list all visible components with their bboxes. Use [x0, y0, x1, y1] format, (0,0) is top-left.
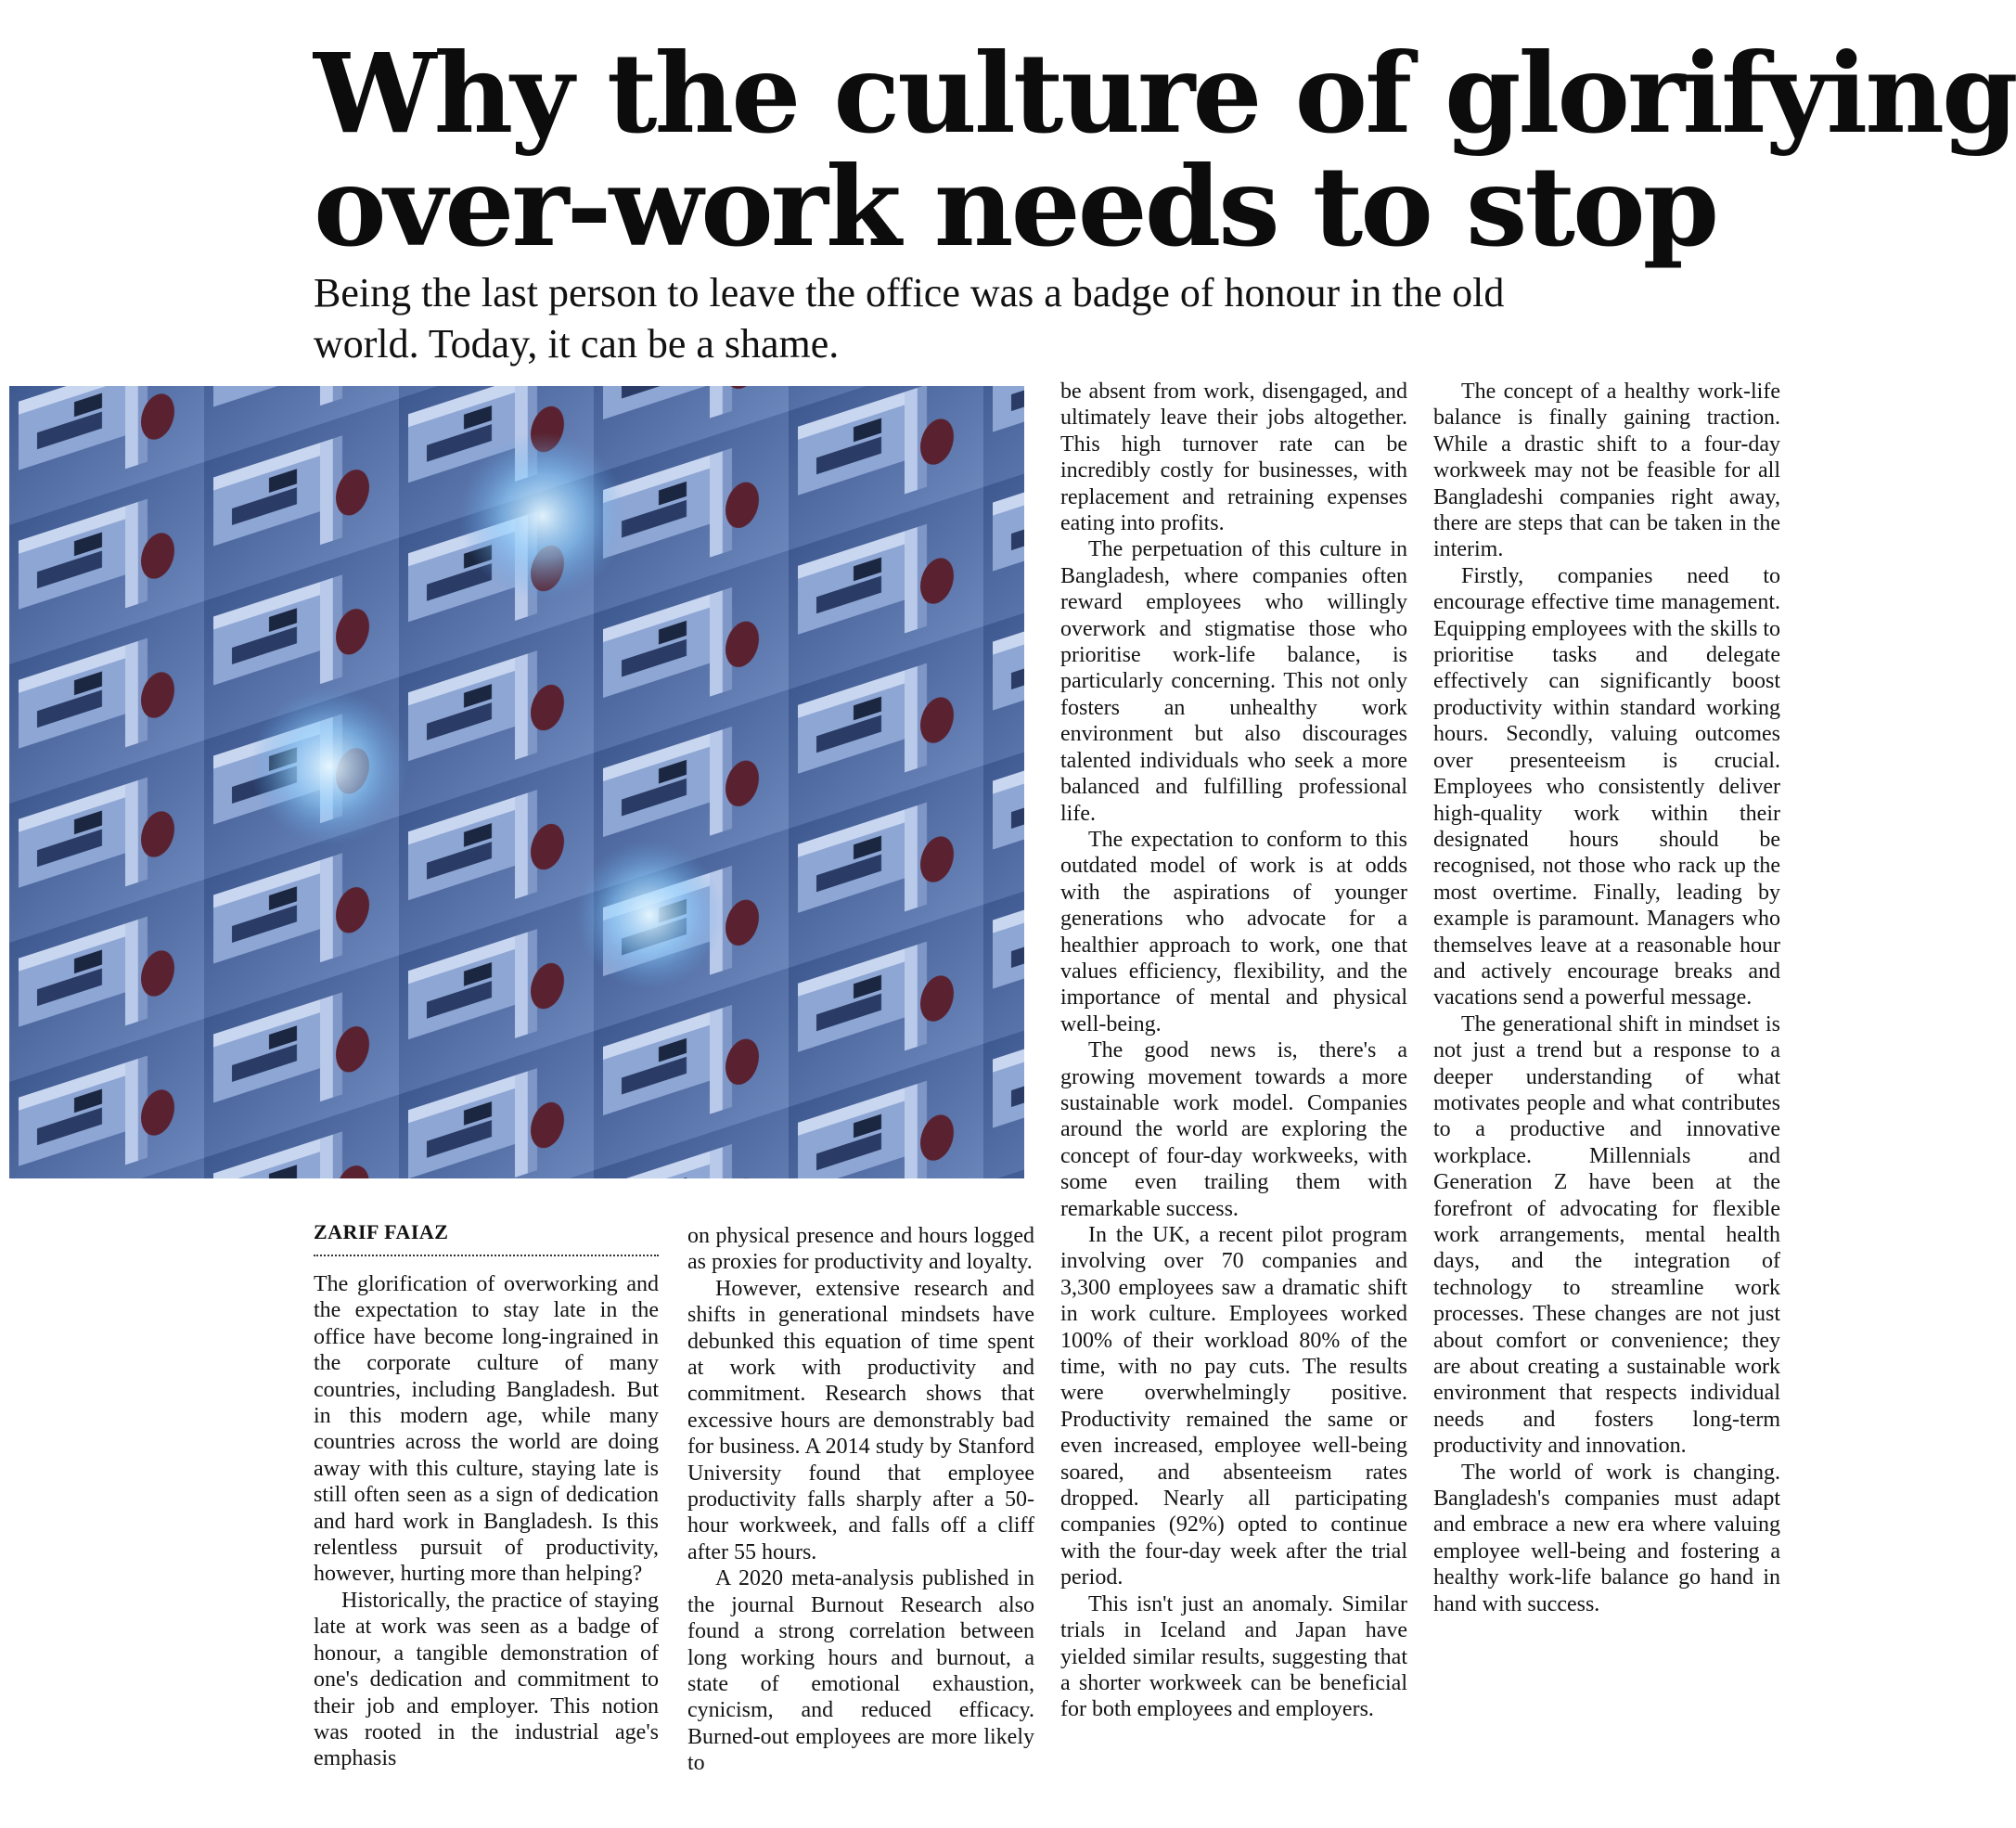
headline	[314, 29, 2016, 271]
paragraph: This isn't just an anomaly. Similar trials in Iceland and Japan have yielded similar results, suggesting that a shorter workweek can be beneficial for both employees and employers.	[1060, 1591, 1407, 1722]
paragraph: be absent from work, disengaged, and ultimately leave their jobs altogether. This high turnover rate can be incredibly costly for businesses, with replacement and retraining expenses eating into profits.	[1060, 380, 1407, 536]
paragraph: The world of work is changing. Bangladesh's companies must adapt and embrace a new era where valuing employee well-being and fostering a healthy work-life balance go hand in hand with success.	[1433, 1460, 1780, 1616]
paragraph: The expectation to conform to this outdated model of work is at odds with the aspirations of younger generations who advocate for a healthier approach to work, one that values efficiency, flexibility, and the importance of mental and physical well-being.	[1060, 827, 1407, 1036]
paragraph: However, extensive research and shifts in generational mindsets have debunked this equation of time spent at work with productivity and commitment. Research shows that excessive hours are demonstrably bad for business. A 2014 study by Stanford University found that employee productivity falls sharply after a 50-hour workweek, and falls off a cliff after 55 hours.	[687, 1276, 1034, 1564]
headline-line: Why the culture of glorifying	[314, 29, 2016, 158]
article-column-4	[1433, 379, 1780, 1617]
paragraph: The perpetuation of this culture in Bangladesh, where companies often reward employees who willingly overwork and stigmatise those who prioritise work-life balance, is particularly concerning. This not only fosters an unhealthy work environment but also discourages talented individuals who seek a more balanced and fulfilling professional life.	[1060, 537, 1407, 826]
glowing-worker	[250, 688, 408, 845]
paragraph: on physical presence and hours logged as proxies for productivity and loyalty.	[687, 1224, 1034, 1275]
office-cubicles-photo	[9, 386, 1024, 1178]
paragraph: The generational shift in mindset is not just a trend but a response to a deeper understanding of what motivates people and what contributes to a productive and innovative workplace. Millennials and Generation Z have been at the forefront of advocating for flexible work arrangements, mental health days, and the integration of technology to streamline work processes. These changes are not just about comfort or convenience; they are about creating a sustainable work environment that respects individual needs and fosters long-term productivity and innovation.	[1433, 1011, 1780, 1459]
paragraph: The good news is, there's a growing movement towards a more sustainable work model. Companies around the world are exploring the concept of four-day workweeks, with some even trailing them with remarkable success.	[1060, 1038, 1407, 1221]
article-column-2	[687, 1223, 1034, 1777]
standfirst-line: world. Today, it can be a shame.	[314, 321, 840, 367]
paragraph: In the UK, a recent pilot program involving over 70 companies and 3,300 employees saw a dramatic shift in work culture. Employees worked 100% of their workload 80% of the time, with no pay cuts. The results were overwhelmingly positive. Productivity remained the same or even increased, employee well-being soared, and absenteeism rates dropped. Nearly all participating companies (92%) opted to continue with the four-day week after the trial period.	[1060, 1223, 1407, 1590]
byline: ZARIF FAIAZ	[314, 1216, 659, 1256]
paragraph: The concept of a healthy work-life balance is finally gaining traction. While a drastic shift to a four-day workweek may not be feasible for all Bangladeshi companies right away, there are steps that can be taken in the interim.	[1433, 380, 1780, 562]
glowing-worker	[575, 841, 724, 989]
article-column-1	[314, 1271, 659, 1772]
article-column-3	[1060, 379, 1407, 1723]
paragraph: Firstly, companies need to encourage effective time management. Equipping employees with the skills to prioritise tasks and delegate effectively can significantly boost productivity within standard working hours. Secondly, valuing outcomes over presenteeism is crucial. Employees who consistently deliver high-quality work within their designated hours should be recognised, not those who rack up the most overtime. Finally, leading by example is paramount. Managers who themselves leave at a reasonable hour and actively encourage breaks and vacations send a powerful message.	[1433, 563, 1780, 1011]
headline-line: over-work needs to stop	[314, 142, 1717, 271]
glowing-worker	[459, 432, 626, 599]
standfirst	[314, 267, 1761, 369]
paragraph: The glorification of overworking and the expectation to stay late in the office have become long-ingrained in the corporate culture of many countries, including Bangladesh. But in this modern age, while many countries across the world are doing away with this culture, staying late is still often seen as a sign of dedication and hard work in Bangladesh. Is this relentless pursuit of productivity, however, hurting more than helping?	[314, 1272, 659, 1587]
paragraph: Historically, the practice of staying late at work was seen as a badge of honour, a tangible demonstration of one's dedication and commitment to their job and employer. This notion was rooted in the industrial age's emphasis	[314, 1588, 659, 1771]
office-cubicles-illustration	[9, 386, 1024, 1178]
paragraph: A 2020 meta-analysis published in the journal Burnout Research also found a strong correlation between long working hours and burnout, a state of emotional exhaustion, cynicism, and reduced efficacy. Burned-out employees are more likely to	[687, 1566, 1034, 1776]
standfirst-line: Being the last person to leave the office was a badge of honour in the old	[314, 270, 1505, 315]
